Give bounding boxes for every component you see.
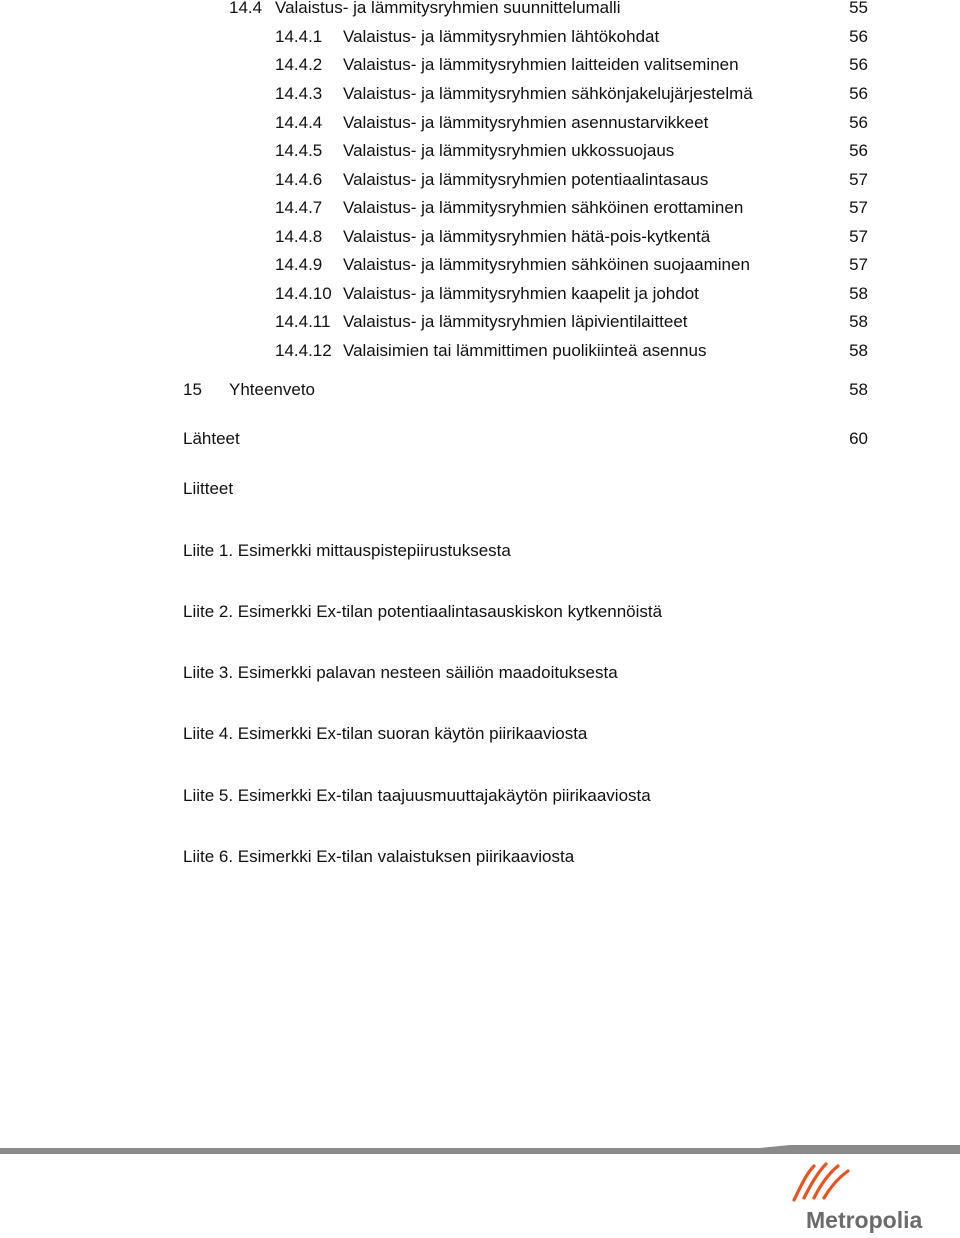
toc-number: 14.4.8 [275, 227, 323, 246]
toc-title: Valaistus- ja lämmitysryhmien kaapelit ja johdot [343, 284, 699, 303]
toc-title: Valaisimien tai lämmittimen puolikiinteä asennus [343, 341, 707, 360]
appendix-item: Liite 4. Esimerkki Ex-tilan suoran käytön piirikaaviosta [183, 724, 588, 743]
toc-title: Valaistus- ja lämmitysryhmien potentiaalintasaus [343, 170, 709, 189]
toc-number: 14.4.3 [275, 84, 323, 103]
toc-page: 56 [849, 113, 868, 132]
toc-number: 14.4.12 [275, 341, 332, 360]
toc-title: Yhteenveto [229, 380, 316, 399]
toc-number: 14.4.4 [275, 113, 323, 132]
toc-page: 57 [849, 170, 868, 189]
logo-text: Metropolia [806, 1207, 923, 1233]
footer-bar [0, 1145, 960, 1155]
toc-title: Lähteet [183, 429, 240, 448]
toc-page: 58 [849, 312, 868, 331]
appendix-item: Liite 2. Esimerkki Ex-tilan potentiaalintasauskiskon kytkennöistä [183, 602, 663, 621]
toc-number: 14.4.10 [275, 284, 332, 303]
toc-page: 60 [849, 429, 868, 448]
toc-page: 58 [849, 284, 868, 303]
metropolia-logo [780, 1158, 930, 1233]
toc-number: 14.4.1 [275, 27, 323, 46]
appendix-item: Liite 3. Esimerkki palavan nesteen säiliön maadoituksesta [183, 663, 618, 682]
toc-page: 56 [849, 55, 868, 74]
toc-page: 57 [849, 198, 868, 217]
toc-page: 57 [849, 255, 868, 274]
appendix-item: Liite 6. Esimerkki Ex-tilan valaistuksen piirikaaviosta [183, 847, 575, 866]
toc-number: 14.4.7 [275, 198, 323, 217]
toc-number: 14.4 [229, 0, 263, 17]
toc-title: Valaistus- ja lämmitysryhmien asennustarvikkeet [343, 113, 709, 132]
toc-page: 56 [849, 27, 868, 46]
toc-page: 56 [849, 84, 868, 103]
toc-title: Valaistus- ja lämmitysryhmien suunnittelumalli [275, 0, 621, 17]
toc-page: 57 [849, 227, 868, 246]
toc-page: 56 [849, 141, 868, 160]
metropolia-flame-icon [780, 1158, 930, 1233]
toc-number: 14.4.9 [275, 255, 323, 274]
toc-title: Valaistus- ja lämmitysryhmien ukkossuojaus [343, 141, 675, 160]
toc-number: 14.4.11 [275, 312, 331, 331]
toc-title: Valaistus- ja lämmitysryhmien laitteiden valitseminen [343, 55, 739, 74]
toc-number: 14.4.6 [275, 170, 323, 189]
toc-title: Valaistus- ja lämmitysryhmien läpivientilaitteet [343, 312, 688, 331]
toc-title: Liitteet [183, 479, 234, 498]
toc-title: Valaistus- ja lämmitysryhmien hätä-pois-kytkentä [343, 227, 711, 246]
toc-page: 58 [849, 380, 868, 399]
toc-number: 14.4.5 [275, 141, 323, 160]
toc-title: Valaistus- ja lämmitysryhmien sähköinen suojaaminen [343, 255, 750, 274]
toc-title: Valaistus- ja lämmitysryhmien lähtökohdat [343, 27, 660, 46]
toc-number: 14.4.2 [275, 55, 323, 74]
appendix-item: Liite 5. Esimerkki Ex-tilan taajuusmuuttajakäytön piirikaaviosta [183, 786, 651, 805]
appendix-item: Liite 1. Esimerkki mittauspistepiirustuksesta [183, 541, 511, 560]
toc-title: Valaistus- ja lämmitysryhmien sähkönjakelujärjestelmä [343, 84, 753, 103]
toc-number: 15 [183, 380, 202, 399]
toc-title: Valaistus- ja lämmitysryhmien sähköinen erottaminen [343, 198, 744, 217]
toc-page: 58 [849, 341, 868, 360]
toc-page: 55 [849, 0, 868, 17]
